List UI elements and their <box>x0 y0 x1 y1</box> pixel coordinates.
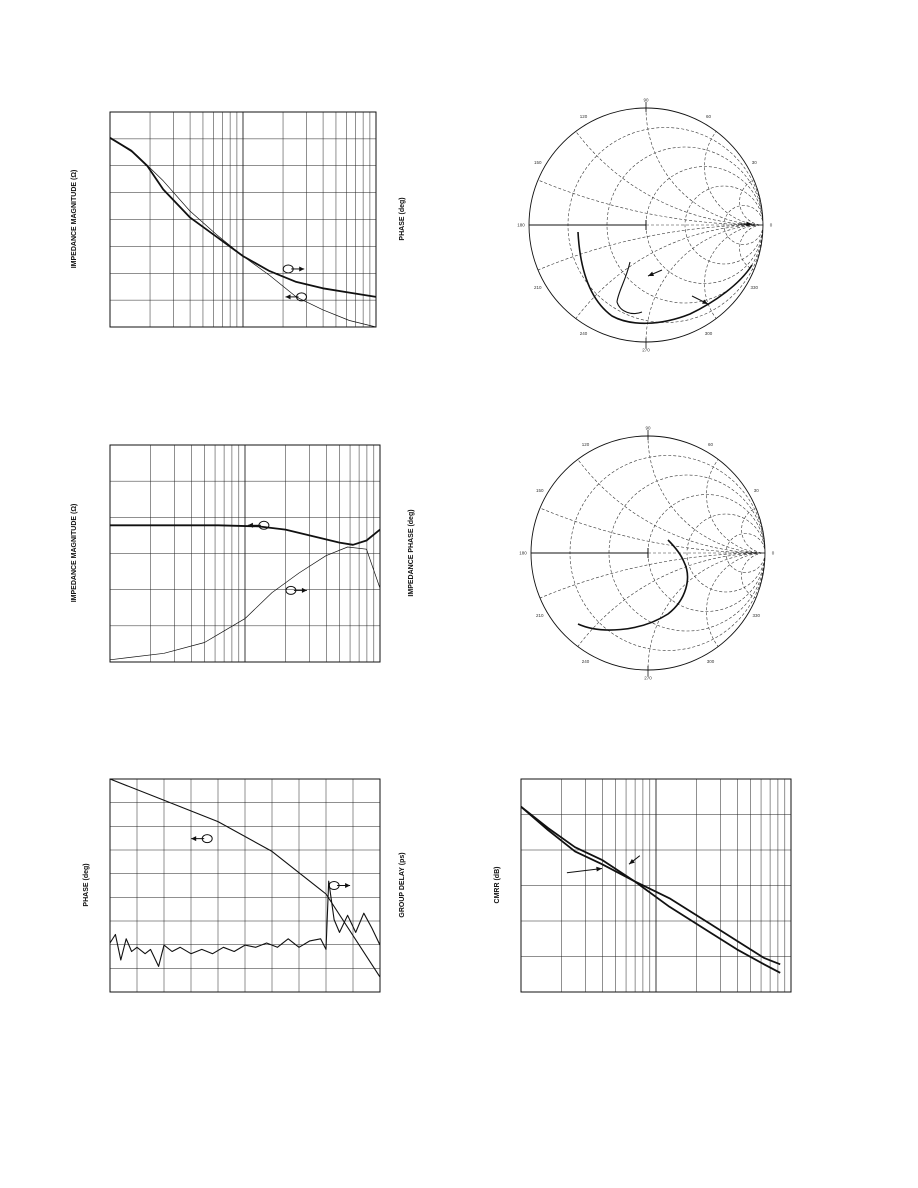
reactance-arc-lower <box>178 222 918 1188</box>
reactance-arc-upper <box>531 85 918 553</box>
smith-angle-label: 30 <box>753 488 759 493</box>
grid <box>521 779 791 992</box>
smith-angle-label: 90 <box>643 97 649 103</box>
impedance-magnitude-chart <box>71 112 406 327</box>
reactance-arc-upper <box>529 0 918 225</box>
grid <box>110 445 380 662</box>
smith-angle-label: 150 <box>533 160 542 165</box>
smith-angle-label: 240 <box>581 658 590 664</box>
smith-angle-label: 240 <box>579 330 588 336</box>
smith-angle-label: 90 <box>645 425 651 431</box>
reactance-arc-upper <box>646 0 880 225</box>
y-axis-label-left: PHASE (deg) <box>83 863 90 907</box>
smith-angle-label: 120 <box>581 442 590 448</box>
smith-angle-label: 180 <box>519 550 527 556</box>
impedance-phase-chart <box>71 445 415 662</box>
smith-angle-label: 180 <box>517 222 525 228</box>
smith-angle-label: 0 <box>769 222 773 228</box>
callout-arrow-head <box>596 867 602 872</box>
smith-angle-label: 210 <box>533 285 542 290</box>
marker-arrow-head <box>286 294 291 299</box>
smith-angle-label: 150 <box>535 488 544 493</box>
marker-arrow-head <box>302 588 307 593</box>
reactance-arc-upper <box>705 108 822 225</box>
smith-angle-label: 300 <box>706 658 715 664</box>
smith-angle-label: 210 <box>535 613 544 618</box>
series-group <box>521 807 780 973</box>
smith-angle-label: 330 <box>750 285 759 290</box>
y-axis-label-right: GROUP DELAY (ps) <box>399 852 406 918</box>
reactance-arc-lower <box>646 222 880 459</box>
smith-angle-label: 30 <box>751 160 757 165</box>
smith-angle-label: 270 <box>644 675 652 681</box>
reactance-arc-upper <box>707 436 824 553</box>
y-axis-label-left: IMPEDANCE MAGNITUDE (Ω) <box>71 169 78 269</box>
marker-arrow-head <box>191 836 196 841</box>
smith-angle-label: 120 <box>579 114 588 120</box>
y-axis-label-right: IMPEDANCE PHASE (deg) <box>408 509 415 597</box>
smith-angle-label: 60 <box>707 442 714 448</box>
smith-angle-label: 0 <box>771 550 775 556</box>
reactance-arc-lower <box>531 550 918 1021</box>
reactance-arc-lower <box>705 222 822 342</box>
y-axis-label-right: PHASE (deg) <box>399 197 406 241</box>
marker-arrow-head <box>299 266 304 271</box>
phase-group-delay-chart <box>83 779 406 992</box>
grid <box>110 112 376 327</box>
smith-angle-label: 60 <box>705 114 712 120</box>
reactance-arc-lower <box>529 222 918 693</box>
marker-arrow-head <box>345 883 350 888</box>
cmrr-chart <box>494 779 791 992</box>
reactance-arc-lower <box>648 550 882 787</box>
smith-angle-label: 330 <box>752 613 761 618</box>
reactance-arc-lower <box>707 550 824 670</box>
smith-angle-label: 300 <box>704 330 713 336</box>
reactance-arc-upper <box>180 0 918 553</box>
smith-angle-label: 270 <box>642 347 650 353</box>
reactance-arc-upper <box>648 319 882 553</box>
reactance-arc-lower <box>180 550 918 1188</box>
y-axis-label-left: IMPEDANCE MAGNITUDE (Ω) <box>71 503 78 603</box>
y-axis-label-left: CMRR (dB) <box>494 866 501 904</box>
